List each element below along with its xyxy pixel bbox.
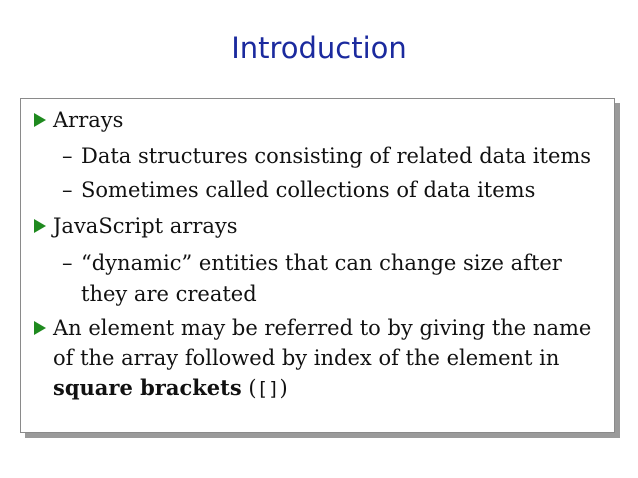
triangle-right-icon xyxy=(34,113,46,127)
code-text: [] xyxy=(256,378,280,400)
bullet-3-line-3 xyxy=(53,375,288,402)
bullet-2-text: JavaScript arrays xyxy=(53,214,238,238)
content-box xyxy=(20,98,615,433)
bullet-2-subitem-1: “dynamic” entities that can change size after xyxy=(81,251,562,275)
bullet-3-line-2: of the array followed by index of the element in xyxy=(53,346,560,370)
dash-icon: – xyxy=(62,144,73,168)
triangle-right-icon xyxy=(34,321,46,335)
paren-close: ) xyxy=(279,376,288,400)
bullet-3-line-1: An element may be referred to by giving the name xyxy=(53,316,592,340)
bullet-1-subitem-2: Sometimes called collections of data items xyxy=(81,178,536,202)
slide-title: Introduction xyxy=(231,31,407,65)
dash-icon: – xyxy=(62,251,73,275)
dash-icon: – xyxy=(62,178,73,202)
bold-text: square brackets xyxy=(53,375,242,400)
paren-open: ( xyxy=(248,376,257,400)
bullet-1-text: Arrays xyxy=(53,108,124,132)
bullet-1-subitem-1: Data structures consisting of related data items xyxy=(81,144,592,168)
bullet-2-subitem-1-continued: they are created xyxy=(81,282,257,306)
triangle-right-icon xyxy=(34,219,46,233)
